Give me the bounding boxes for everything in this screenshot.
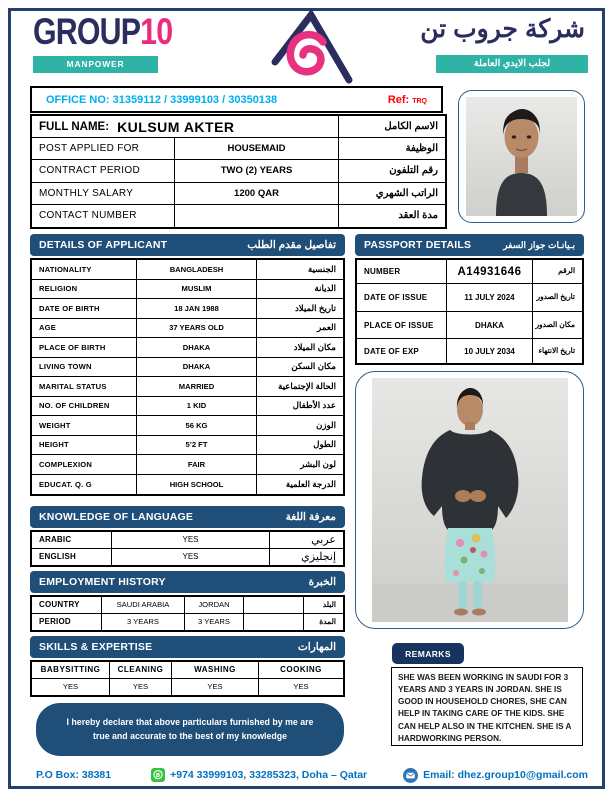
field-label-ar: البلد <box>304 597 343 614</box>
field-label: HEIGHT <box>32 436 137 456</box>
field-value: 10 JULY 2034 <box>447 339 533 363</box>
section-title-ar: تفاصيل مقدم الطلب <box>247 239 336 251</box>
field-label: CONTRACT PERIOD <box>32 160 175 182</box>
field-label: WEIGHT <box>32 416 137 436</box>
field-label: DATE OF ISSUE <box>357 284 447 312</box>
field-value: 18 JAN 1988 <box>137 299 257 319</box>
section-title: SKILLS & EXPERTISE <box>39 641 153 653</box>
field-value: MARRIED <box>137 377 257 397</box>
field-label-ar: الحالة الإجتماعية <box>257 377 343 397</box>
section-title: PASSPORT DETAILS <box>364 239 472 251</box>
field-label: PERIOD <box>32 614 102 631</box>
section-header-language <box>30 506 345 528</box>
skill-value: YES <box>172 679 259 696</box>
field-label-ar: مدة العقد <box>398 210 438 222</box>
section-title-ar: بـيانـات جواز السفر <box>503 239 575 250</box>
field-label: EDUCAT. Q. G <box>32 475 137 495</box>
full-name-label: FULL NAME: <box>39 120 110 133</box>
field-value: HOUSEMAID <box>175 138 339 160</box>
field-label-ar: إنجليزي <box>301 551 336 564</box>
field-value: 11 JULY 2024 <box>447 284 533 312</box>
section-title: KNOWLEDGE OF LANGUAGE <box>39 511 194 523</box>
field-value: BANGLADESH <box>137 260 257 280</box>
email-text: Email: dhez.group10@gmail.com <box>423 769 588 781</box>
applicant-portrait-photo <box>466 97 577 216</box>
field-label: PLACE OF ISSUE <box>357 312 447 339</box>
employment-country-2: JORDAN <box>185 597 244 614</box>
field-label: DATE OF BIRTH <box>32 299 137 319</box>
full-name-label-ar: الاسم الكامل <box>339 116 445 138</box>
skill-value: YES <box>293 682 309 692</box>
field-label: NATIONALITY <box>32 260 137 280</box>
field-label: NUMBER <box>357 260 447 284</box>
skills-table <box>30 660 345 697</box>
field-label-ar: تاريخ الميلاد <box>257 299 343 319</box>
section-title-ar: الخبرة <box>308 576 336 588</box>
field-label: LIVING TOWN <box>32 358 137 378</box>
field-label: PLACE OF BIRTH <box>32 338 137 358</box>
field-value: DHAKA <box>447 312 533 339</box>
employment-country-3 <box>244 597 304 614</box>
full-name-cell <box>32 116 339 138</box>
field-label-ar: الطول <box>257 436 343 456</box>
field-value: HIGH SCHOOL <box>137 475 257 495</box>
manpower-consultant-band: MANPOWER CONSULTANT <box>33 56 158 73</box>
employment-period-3 <box>244 614 304 631</box>
field-label: COMPLEXION <box>32 455 137 475</box>
field-label: DATE OF EXP <box>357 339 447 363</box>
applicant-details-table <box>30 258 345 496</box>
field-label-ar: الراتب الشهري <box>339 183 445 205</box>
section-title-ar: المهارات <box>297 641 336 653</box>
field-label-ar: عربي <box>270 532 343 549</box>
ref-label: Ref: <box>387 93 410 106</box>
passport-number: A14931646 <box>447 260 533 284</box>
company-logo-icon <box>265 8 357 86</box>
full-body-photo-frame <box>355 371 584 629</box>
field-value: TWO (2) YEARS <box>175 160 339 182</box>
skill-header: WASHING <box>172 662 259 679</box>
footer <box>14 762 599 788</box>
skill-header: CLEANING <box>110 662 172 679</box>
field-label-ar: مكان الميلاد <box>257 338 343 358</box>
field-value: MUSLIM <box>137 280 257 300</box>
email-icon <box>403 768 418 783</box>
field-value: DHAKA <box>137 358 257 378</box>
field-value: 1 KID <box>137 397 257 417</box>
field-value: YES <box>112 549 270 566</box>
field-label-ar: تاريخ الانتهاء <box>538 345 575 355</box>
section-header-passport <box>355 234 584 256</box>
field-value: 5’2 FT <box>137 436 257 456</box>
section-title: DETAILS OF APPLICANT <box>39 239 168 251</box>
field-label-ar: عدد الأطفال <box>257 397 343 417</box>
field-label: CONTACT NUMBER <box>32 205 175 227</box>
field-value <box>175 205 339 227</box>
field-label-ar: الديانة <box>257 280 343 300</box>
employment-history-table <box>30 595 345 632</box>
field-label-ar: المدة <box>319 617 336 627</box>
field-value: 56 KG <box>137 416 257 436</box>
passport-details-table <box>355 258 584 365</box>
field-value: FAIR <box>137 455 257 475</box>
field-label-ar: العمر <box>257 319 343 339</box>
declaration-statement: I hereby declare that above particulars furnished by me are true and accurate to the best of my knowledge <box>36 703 344 756</box>
employment-country-1: SAUDI ARABIA <box>102 597 185 614</box>
field-label-ar: تاريخ الصدور <box>533 284 582 312</box>
field-label: MARITAL STATUS <box>32 377 137 397</box>
phone-text: +974 33999103, 33285323, Doha – Qatar <box>170 769 368 781</box>
passport-photo-frame <box>458 90 585 223</box>
applicant-full-body-photo <box>372 378 568 622</box>
field-label-ar: رقم التلفون <box>339 160 445 182</box>
whatsapp-icon <box>151 768 165 782</box>
section-header-skills <box>30 636 345 658</box>
svg-text:B: B <box>155 772 161 779</box>
language-table <box>30 530 345 567</box>
field-label-ar: الوظيفة <box>339 138 445 160</box>
field-label-ar: الجنسية <box>257 260 343 280</box>
field-label-ar: مكان السكن <box>257 358 343 378</box>
field-value: YES <box>112 532 270 549</box>
field-label: ARABIC <box>32 532 112 549</box>
field-label: ENGLISH <box>32 549 112 566</box>
skill-header: BABYSITTING <box>32 662 110 679</box>
employment-period-2: 3 YEARS <box>185 614 244 631</box>
field-label: NO. OF CHILDREN <box>32 397 137 417</box>
company-tagline-band: لجلب الايدي العاملة <box>436 55 588 73</box>
field-label: POST APPLIED FOR <box>32 138 175 160</box>
field-label: MONTHLY SALARY <box>32 183 175 205</box>
logo-ten-text: 10 <box>140 11 173 52</box>
section-header-employment <box>30 571 345 593</box>
employment-period-1: 3 YEARS <box>102 614 185 631</box>
remarks-badge: REMARKS <box>392 643 464 664</box>
company-name-arabic: شركة جروب تن <box>420 15 585 43</box>
full-name-value: KULSUM AKTER <box>117 118 235 135</box>
office-number-bar <box>30 86 443 113</box>
skill-value: YES <box>110 679 172 696</box>
logo-group-text: GROUP <box>33 11 141 52</box>
skill-value: YES <box>32 679 110 696</box>
remarks-text: SHE WAS BEEN WORKING IN SAUDI FOR 3 YEARS AND 3 YEARS IN JORDAN. SHE IS GOOD IN HOUSEHOLD CHORES, SHE CAN HELP IN TAKING CARE OF THE KIDS. SHE CAN HELP ALSO IN THE KITCHEN. SHE IS A HARDWORKING PERSON. <box>391 667 583 746</box>
skill-header: COOKING <box>259 662 343 679</box>
field-value: 37 YEARS OLD <box>137 319 257 339</box>
office-number-text: OFFICE NO: 31359112 / 33999103 / 30350138 <box>46 93 278 106</box>
group10-logo <box>33 11 203 52</box>
field-label-ar: لون البشر <box>257 455 343 475</box>
section-title-ar: معرفة اللغة <box>285 511 336 523</box>
field-label: RELIGION <box>32 280 137 300</box>
field-label: AGE <box>32 319 137 339</box>
field-label: COUNTRY <box>32 597 102 614</box>
section-header-applicant <box>30 234 345 256</box>
section-title: EMPLOYMENT HISTORY <box>39 576 166 588</box>
ref-value: TRQ <box>412 97 427 105</box>
field-label-ar: مكان الصدور <box>533 312 582 339</box>
field-value: DHAKA <box>137 338 257 358</box>
main-info-table <box>30 114 447 229</box>
pobox-text: P.O Box: 38381 <box>36 769 112 781</box>
field-label-ar: الدرجة العلمية <box>285 478 336 489</box>
field-label-ar: الوزن <box>257 416 343 436</box>
field-label-ar: الرقم <box>533 260 582 284</box>
field-value: 1200 QAR <box>175 183 339 205</box>
